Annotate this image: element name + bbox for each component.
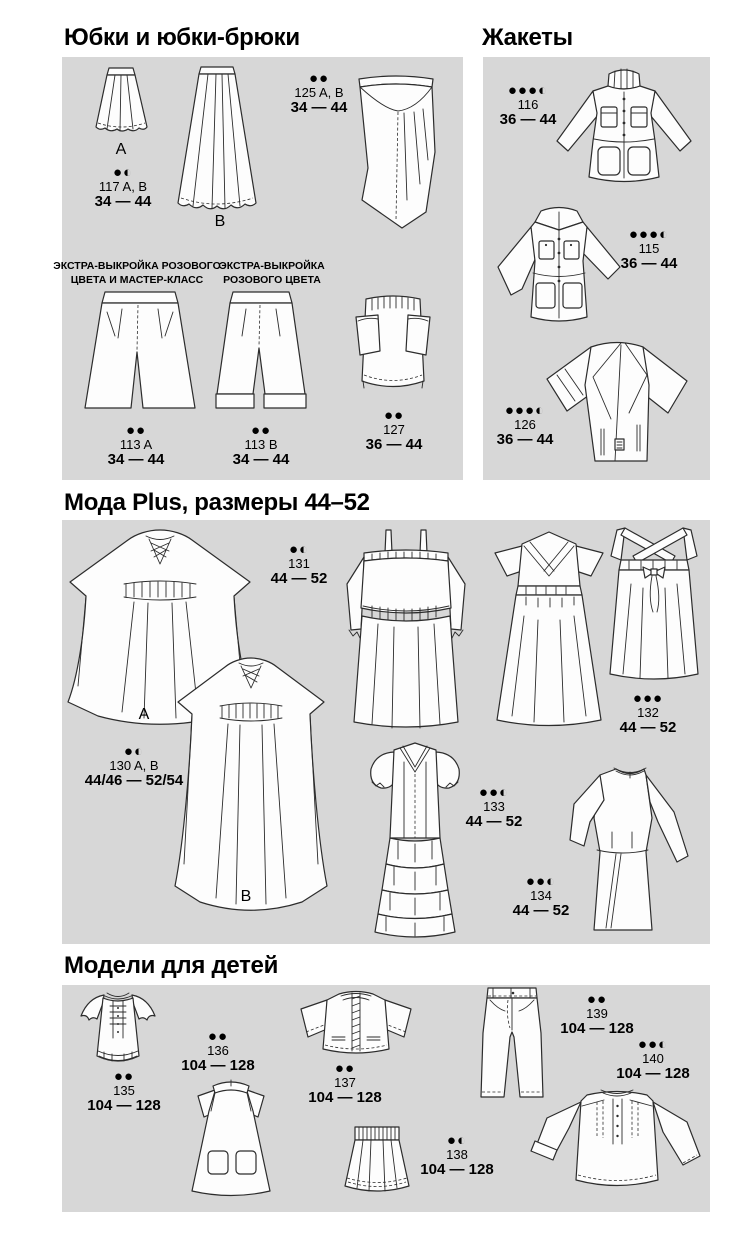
pattern-number: 117 A, B: [98, 179, 148, 194]
size-range: 34 — 44: [232, 451, 290, 468]
pattern-label-132: [619, 690, 677, 736]
pattern-label-113a: [107, 422, 165, 468]
size-range: 104 — 128: [181, 1057, 255, 1074]
note-line-1: ЭКСТРА-ВЫКРОЙКА: [219, 260, 325, 272]
pattern-label-133: [465, 784, 523, 830]
sketch-ruffle-dress-133: [350, 736, 480, 938]
difficulty-dots: ●◐: [123, 743, 145, 760]
size-range: 104 — 128: [420, 1161, 494, 1178]
sketch-jacket-115: [491, 203, 627, 333]
difficulty-dots: ●●: [113, 1068, 135, 1085]
sketch-culottes-113b: [208, 290, 314, 420]
size-range: 36 — 44: [496, 431, 554, 448]
difficulty-dots: ●◐: [288, 541, 310, 558]
size-range: 34 — 44: [290, 99, 348, 116]
size-range: 44/46 — 52/54: [84, 772, 184, 789]
difficulty-dots: ●●: [586, 991, 608, 1008]
sketch-asymmetric-skirt-125: [346, 72, 446, 232]
difficulty-dots: ●●●◐: [628, 226, 670, 243]
difficulty-dots: ●◐: [112, 164, 134, 181]
pattern-label-131: [270, 541, 328, 587]
pattern-number: 113 A: [119, 437, 153, 452]
sketch-offshoulder-dress-131: [334, 528, 478, 734]
pattern-label-135: [87, 1068, 161, 1114]
sketch-kaftan-130b: [170, 654, 332, 920]
sketch-kids-jacket-137: [291, 987, 421, 1063]
sketch-pocket-skirt-127: [353, 291, 433, 406]
sketch-pleated-skirt-117b: [170, 65, 264, 215]
sketch-jacket-116: [549, 65, 699, 189]
difficulty-dots: ●●: [383, 407, 405, 424]
pattern-label-117: [94, 164, 152, 210]
panel-plus: [62, 520, 710, 944]
pattern-label-134: [512, 873, 570, 919]
note-line-1: ЭКСТРА-ВЫКРОЙКА РОЗОВОГО: [53, 260, 221, 272]
pattern-label-116: [499, 82, 557, 128]
pattern-number: 132: [637, 705, 659, 720]
variant-letter-b: B: [240, 888, 252, 905]
difficulty-dots: ●◐: [446, 1132, 468, 1149]
sketch-kids-dress-136: [175, 1077, 287, 1203]
size-range: 36 — 44: [499, 111, 557, 128]
pattern-number: 136: [207, 1043, 229, 1058]
pattern-label-140: [616, 1036, 690, 1082]
pattern-label-139: [560, 991, 634, 1037]
variant-letter-a: A: [138, 706, 150, 723]
pattern-number: 115: [638, 241, 660, 256]
size-range: 34 — 44: [107, 451, 165, 468]
pattern-number: 131: [288, 556, 310, 571]
panel-kids: [62, 985, 710, 1212]
sketch-culottes-113a: [74, 290, 206, 418]
pattern-number: 130 A, B: [109, 758, 159, 773]
size-range: 36 — 44: [365, 436, 423, 453]
pattern-number: 135: [113, 1083, 135, 1098]
section-title-skirts: Юбки и юбки-брюки: [64, 24, 300, 51]
extra-pattern-note-113b: [219, 260, 324, 287]
pattern-number: 133: [483, 799, 505, 814]
pattern-number: 125 A, B: [294, 85, 344, 100]
pattern-label-127: [365, 407, 423, 453]
note-line-2: ЦВЕТА И МАСТЕР-КЛАСС: [70, 273, 204, 286]
pattern-label-125: [290, 70, 348, 116]
difficulty-dots: ●●: [308, 70, 330, 87]
difficulty-dots: ●●: [125, 422, 147, 439]
difficulty-dots: ●●◐: [525, 873, 557, 890]
pattern-label-138: [420, 1132, 494, 1178]
pattern-number: 113 B: [244, 437, 278, 452]
variant-letter-a: A: [115, 141, 127, 158]
note-line-2: РОЗОВОГО ЦВЕТА: [223, 273, 321, 286]
sketch-kids-shirt-140: [525, 1086, 709, 1200]
pattern-label-136: [181, 1028, 255, 1074]
pattern-number: 138: [446, 1147, 468, 1162]
difficulty-dots: ●●●◐: [504, 402, 546, 419]
pattern-number: 137: [334, 1075, 356, 1090]
difficulty-dots: ●●: [250, 422, 272, 439]
difficulty-dots: ●●: [334, 1060, 356, 1077]
extra-pattern-note-113a: [53, 260, 221, 287]
section-title-plus: Мода Plus, размеры 44–52: [64, 489, 370, 516]
size-range: 104 — 128: [87, 1097, 161, 1114]
difficulty-dots: ●●◐: [478, 784, 510, 801]
section-title-kids: Модели для детей: [64, 952, 279, 979]
size-range: 36 — 44: [620, 255, 678, 272]
difficulty-dots: ●●●◐: [507, 82, 549, 99]
section-title-jackets: Жакеты: [482, 24, 573, 51]
difficulty-dots: ●●●: [632, 690, 664, 707]
sketch-kids-skirt-138: [338, 1124, 416, 1198]
sketch-sheath-dress-134: [560, 760, 700, 938]
difficulty-dots: ●●◐: [637, 1036, 669, 1053]
pattern-number: 134: [530, 888, 552, 903]
variant-letter-b: B: [214, 213, 226, 230]
size-range: 44 — 52: [619, 719, 677, 736]
sketch-wrap-dress-132-back: [605, 524, 703, 692]
pattern-label-130: [84, 743, 184, 789]
difficulty-dots: ●●: [207, 1028, 229, 1045]
sketch-pleated-skirt-117a: [88, 65, 154, 139]
sketch-coat-126: [535, 335, 699, 469]
size-range: 104 — 128: [616, 1065, 690, 1082]
panel-jackets: [483, 57, 710, 480]
sketch-kids-blouse-135: [72, 988, 164, 1070]
pattern-number: 126: [514, 417, 536, 432]
pattern-number: 139: [586, 1006, 608, 1021]
pattern-label-115: [620, 226, 678, 272]
pattern-number: 140: [642, 1051, 664, 1066]
pattern-number: 116: [517, 97, 539, 112]
size-range: 34 — 44: [94, 193, 152, 210]
size-range: 44 — 52: [512, 902, 570, 919]
pattern-label-126: [496, 402, 554, 448]
size-range: 104 — 128: [308, 1089, 382, 1106]
pattern-label-137: [308, 1060, 382, 1106]
sketch-wrap-dress-132-front: [486, 524, 612, 738]
size-range: 44 — 52: [465, 813, 523, 830]
pattern-label-113b: [232, 422, 290, 468]
pattern-number: 127: [383, 422, 405, 437]
size-range: 44 — 52: [270, 570, 328, 587]
size-range: 104 — 128: [560, 1020, 634, 1037]
panel-skirts: [53, 57, 463, 480]
